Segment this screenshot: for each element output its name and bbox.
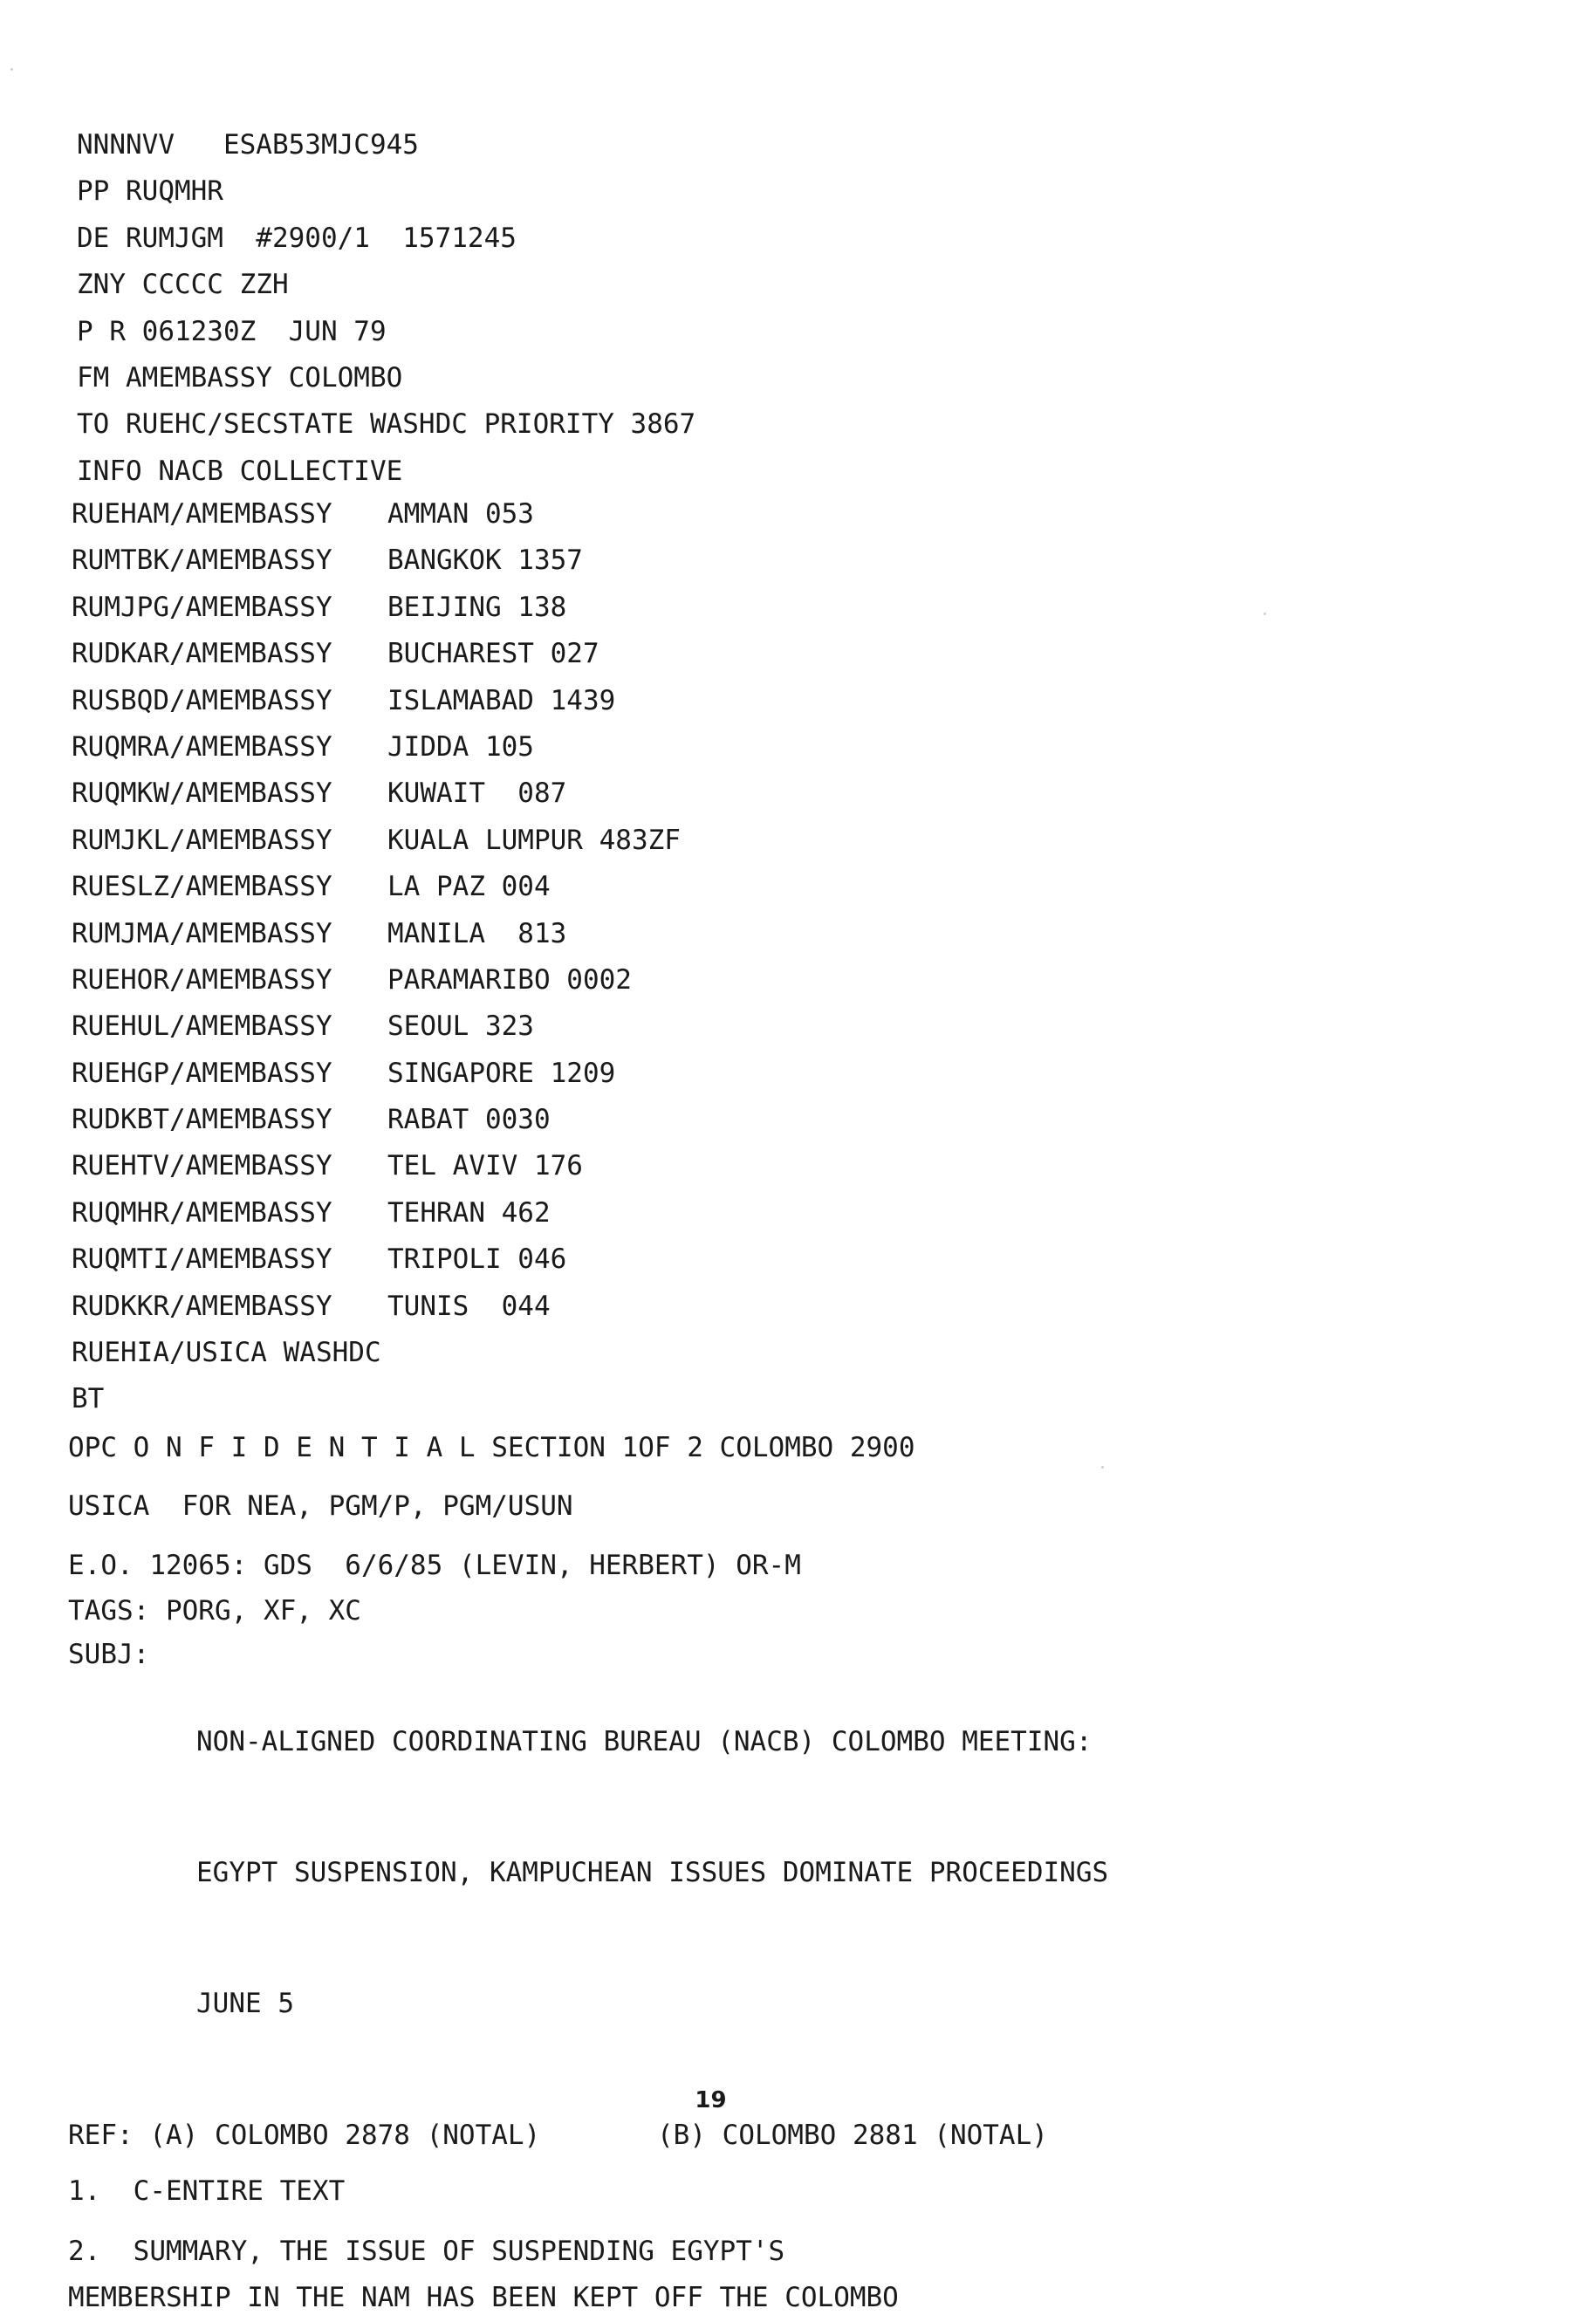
addressee-code: RUSBQD/AMEMBASSY [72,684,332,716]
tags-line: TAGS: PORG, XF, XC [68,1595,361,1627]
reference-b: (B) COLOMBO 2881 (NOTAL) [657,2120,1048,2152]
addressee-code: RUMJMA/AMEMBASSY [72,917,332,949]
reference-a: REF: (A) COLOMBO 2878 (NOTAL) [68,2120,541,2152]
subject-label: SUBJ: [68,1639,150,1671]
addressee-code: RUMJKL/AMEMBASSY [72,824,332,856]
addressee-row [72,724,681,771]
addressee-code: RUDKAR/AMEMBASSY [72,638,332,670]
header-line: NNNNVV ESAB53MJC945 [77,129,419,161]
header-line: PP RUQMHR [77,175,223,208]
bt-marker: BT [72,1383,105,1415]
addressee-code: RUQMRA/AMEMBASSY [72,730,332,763]
addressee-code: RUEHTV/AMEMBASSY [72,1150,332,1182]
addressee-code: RUDKKR/AMEMBASSY [72,1290,332,1322]
addressee-city: BANGKOK 1357 [387,545,583,577]
addressee-city: PARAMARIBO 0002 [387,963,632,996]
addressee-code: RUESLZ/AMEMBASSY [72,871,332,903]
addressee-city: BEIJING 138 [387,591,567,623]
addressee-city: TEHRAN 462 [387,1196,551,1229]
addressee-code: RUQMTI/AMEMBASSY [72,1243,332,1276]
addressee-city: BUCHAREST 027 [387,638,599,670]
addressee-row [72,491,681,538]
subject-line: EGYPT SUSPENSION, KAMPUCHEAN ISSUES DOMINATE PROCEEDINGS [196,1857,1109,1889]
addressee-city: TEL AVIV 176 [387,1150,583,1182]
paragraph-2-line: 2. SUMMARY, THE ISSUE OF SUSPENDING EGYPT'S [68,2235,785,2267]
header-line: DE RUMJGM #2900/1 1571245 [77,222,517,254]
paragraph-1: 1. C-ENTIRE TEXT [68,2175,346,2207]
addressee-row [72,538,681,584]
subject-text [196,1633,1108,2113]
header-line: FM AMEMBASSY COLOMBO [77,361,403,394]
addressee-city: SINGAPORE 1209 [387,1057,616,1089]
addressee-row [72,1284,681,1330]
addressee-code: RUDKBT/AMEMBASSY [72,1104,332,1136]
addressee-code: RUQMHR/AMEMBASSY [72,1196,332,1229]
break-marker [72,1376,681,1422]
cable-header [77,122,1473,495]
reference-line [68,2113,1534,2159]
header-line: INFO NACB COLLECTIVE [77,455,403,487]
addressee-city: TUNIS 044 [387,1290,551,1322]
paragraph-2-line: MEMBERSHIP IN THE NAM HAS BEEN KEPT OFF THE COLOMBO [68,2282,899,2314]
usica-line: USICA FOR NEA, PGM/P, PGM/USUN [68,1490,573,1523]
classification-line: OPC O N F I D E N T I A L SECTION 1OF 2 COLOMBO 2900 [68,1432,915,1463]
addressee-city: JIDDA 105 [387,730,534,763]
addressee-row [72,1190,681,1236]
addressee-city: ISLAMABAD 1439 [387,684,616,716]
addressee-list [72,491,681,1423]
addressee-row [72,911,681,957]
header-line: TO RUEHC/SECSTATE WASHDC PRIORITY 3867 [77,408,696,441]
addressee-code: RUEHIA/USICA WASHDC [72,1337,381,1369]
subject-line: NON-ALIGNED COORDINATING BUREAU (NACB) COLOMBO MEETING: [196,1726,1093,1758]
subject-line: JUNE 5 [196,1988,294,2020]
addressee-code: RUMJPG/AMEMBASSY [72,591,332,623]
addressee-row [72,1097,681,1143]
addressee-row [72,864,681,910]
addressee-city: AMMAN 053 [387,498,534,530]
addressee-city: LA PAZ 004 [387,871,551,903]
addressee-row [72,818,681,864]
addressee-code: RUEHAM/AMEMBASSY [72,498,332,530]
addressee-row [72,678,681,724]
addressee-city: KUWAIT 087 [387,777,567,810]
addressee-code: RUEHUL/AMEMBASSY [72,1010,332,1043]
header-line: P R 061230Z JUN 79 [77,315,387,347]
addressee-city: MANILA 813 [387,917,567,949]
addressee-row [72,771,681,817]
addressee-row [72,1003,681,1050]
addressee-city: TRIPOLI 046 [387,1243,567,1276]
addressee-code: RUQMKW/AMEMBASSY [72,777,332,810]
addressee-row [72,631,681,677]
cable-body [68,1425,1534,2322]
addressee-code: RUMTBK/AMEMBASSY [72,545,332,577]
addressee-city: SEOUL 323 [387,1010,534,1043]
scan-speck [1264,613,1266,615]
header-line: ZNY CCCCC ZZH [77,269,289,301]
addressee-row [72,585,681,631]
addressee-row [72,1143,681,1189]
addressee-row [72,1330,681,1376]
addressee-row [72,957,681,1003]
addressee-code: RUEHOR/AMEMBASSY [72,963,332,996]
subject-block [68,1633,1534,2113]
scan-speck [10,68,13,71]
addressee-row [72,1051,681,1097]
addressee-code: RUEHGP/AMEMBASSY [72,1057,332,1089]
addressee-row [72,1236,681,1283]
addressee-city: RABAT 0030 [387,1104,551,1136]
page-number: 19 [695,2087,727,2113]
eo-line: E.O. 12065: GDS 6/6/85 (LEVIN, HERBERT) OR-M [68,1549,801,1581]
addressee-city: KUALA LUMPUR 483ZF [387,824,681,856]
